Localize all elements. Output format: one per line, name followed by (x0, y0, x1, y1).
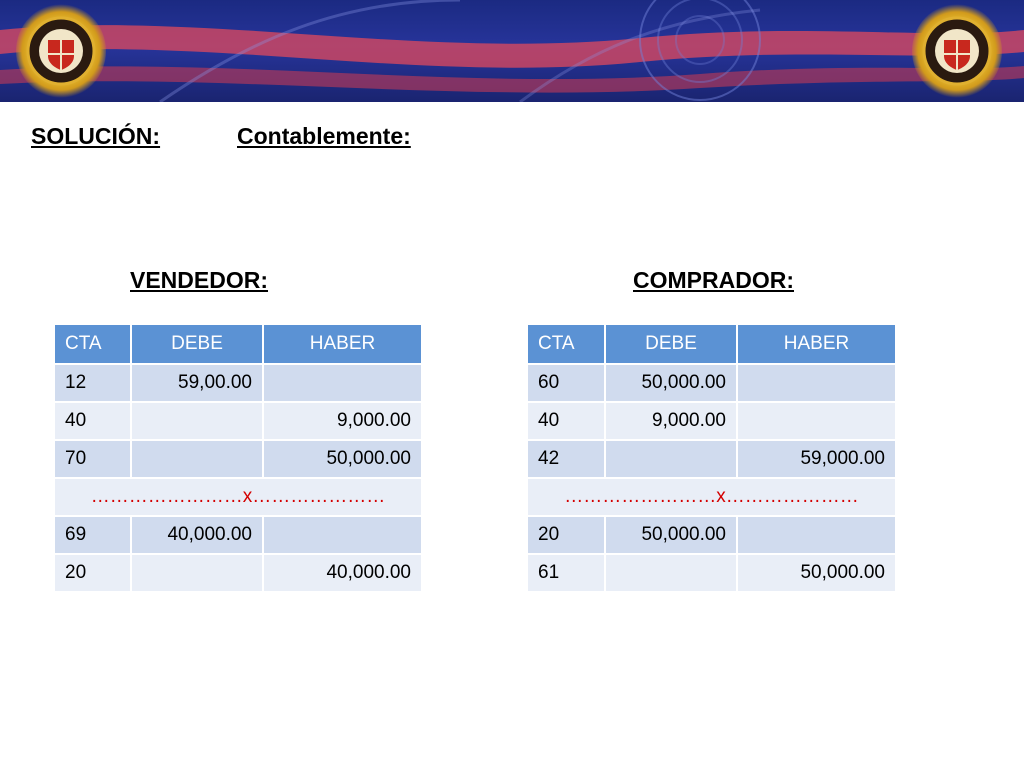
cell-haber (263, 516, 422, 554)
seal-left-icon (16, 4, 106, 98)
banner-decoration (0, 0, 1024, 102)
table-row (527, 364, 896, 402)
table-row (527, 516, 896, 554)
table-row (54, 554, 422, 592)
cell-haber: 50,000.00 (263, 440, 422, 478)
cell-cta: 70 (54, 440, 131, 478)
cell-cta: 42 (527, 440, 605, 478)
cell-debe: 59,00.00 (131, 364, 263, 402)
comprador-heading: COMPRADOR: (633, 267, 794, 293)
cell-cta: 40 (54, 402, 131, 440)
cell-debe (605, 554, 737, 592)
contablemente-heading: Contablemente: (237, 123, 411, 149)
cell-debe (131, 440, 263, 478)
cell-cta: 40 (527, 402, 605, 440)
column-header-debe: DEBE (605, 324, 737, 364)
table-header-row (527, 324, 896, 364)
seal-right-icon (912, 4, 1002, 98)
solucion-heading: SOLUCIÓN: (31, 123, 161, 149)
cell-haber: 40,000.00 (263, 554, 422, 592)
separator-text: ……………………x………………… (54, 478, 422, 516)
column-header-haber: HABER (263, 324, 422, 364)
cell-haber: 59,000.00 (737, 440, 896, 478)
table-row (54, 402, 422, 440)
column-header-cta: CTA (527, 324, 605, 364)
cell-haber (737, 364, 896, 402)
comprador-table (526, 323, 897, 593)
cell-cta: 20 (54, 554, 131, 592)
cell-debe (605, 440, 737, 478)
cell-debe: 50,000.00 (605, 364, 737, 402)
vendedor-heading: VENDEDOR: (130, 267, 269, 293)
cell-haber (737, 402, 896, 440)
table-row (527, 554, 896, 592)
cell-debe (131, 554, 263, 592)
cell-debe: 50,000.00 (605, 516, 737, 554)
cell-cta: 69 (54, 516, 131, 554)
cell-cta: 61 (527, 554, 605, 592)
separator-text: ……………………x………………… (527, 478, 896, 516)
table-row (527, 402, 896, 440)
table-row (527, 440, 896, 478)
cell-haber: 50,000.00 (737, 554, 896, 592)
cell-debe: 40,000.00 (131, 516, 263, 554)
column-header-debe: DEBE (131, 324, 263, 364)
separator-row (527, 478, 896, 516)
cell-haber (263, 364, 422, 402)
table-row (54, 364, 422, 402)
header-banner (0, 0, 1024, 102)
cell-haber (737, 516, 896, 554)
cell-debe (131, 402, 263, 440)
cell-haber: 9,000.00 (263, 402, 422, 440)
cell-cta: 12 (54, 364, 131, 402)
vendedor-table (53, 323, 423, 593)
separator-row (54, 478, 422, 516)
table-row (54, 440, 422, 478)
column-header-haber: HABER (737, 324, 896, 364)
cell-debe: 9,000.00 (605, 402, 737, 440)
table-row (54, 516, 422, 554)
cell-cta: 20 (527, 516, 605, 554)
table-header-row (54, 324, 422, 364)
cell-cta: 60 (527, 364, 605, 402)
column-header-cta: CTA (54, 324, 131, 364)
